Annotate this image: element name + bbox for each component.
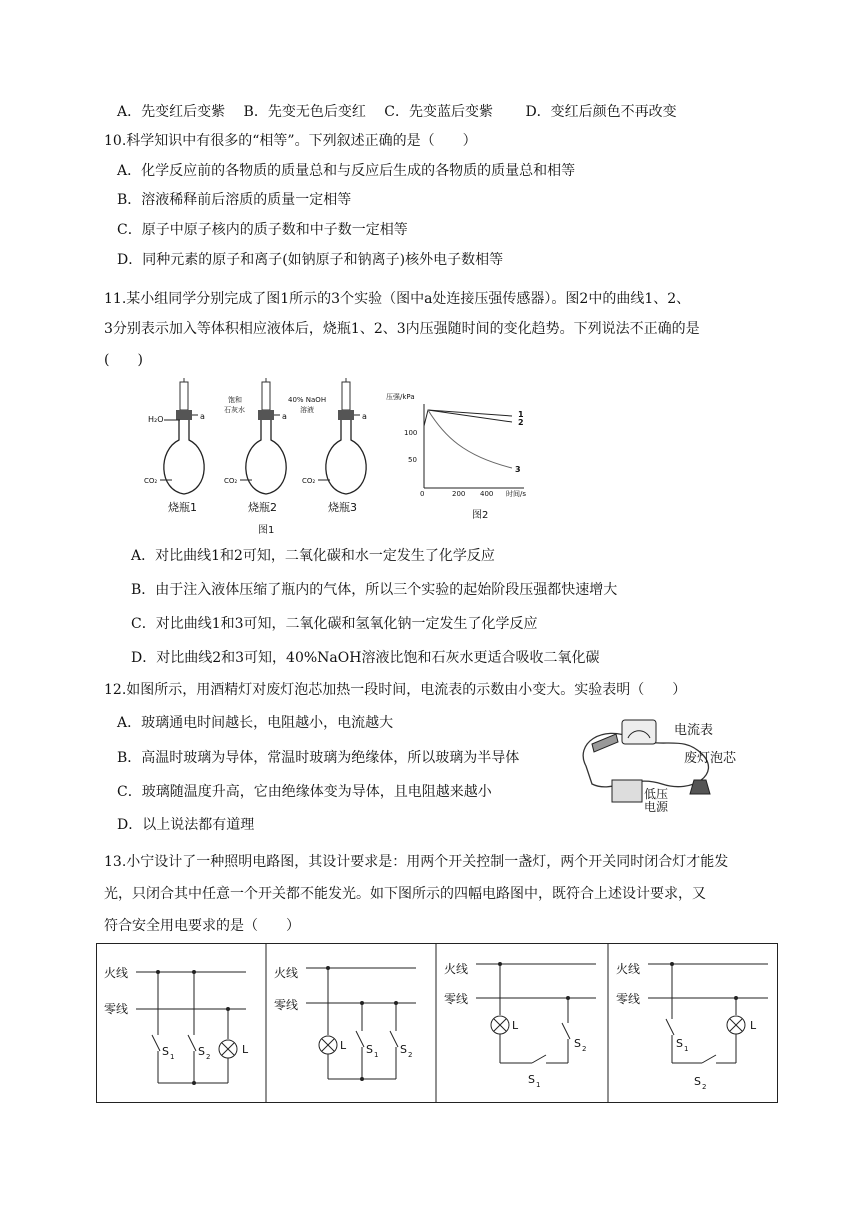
label-power-2: 电源: [644, 800, 669, 812]
q11-option-d: D．对比曲线2和3可知，40%NaOH溶液比饱和石灰水更适合吸收二氧化碳: [131, 650, 600, 666]
circuit-a-live: 火线: [104, 966, 129, 980]
circuit-b-s2: S: [400, 1043, 407, 1056]
flask-name-2: 烧瓶2: [248, 501, 277, 514]
circuit-d-s2-sub: 2: [702, 1083, 707, 1091]
circuit-b-s1-sub: 1: [374, 1051, 379, 1059]
q13-stem-line3: 符合安全用电要求的是（ ）: [104, 918, 300, 934]
circuit-diagrams: [96, 943, 778, 1103]
q12-option-b: B．高温时玻璃为导体，常温时玻璃为绝缘体，所以玻璃为半导体: [117, 750, 520, 766]
q11-stem-line3: ( ): [104, 352, 143, 368]
q10-option-b: B．溶液稀释前后溶质的质量一定相等: [117, 192, 352, 208]
circuit-b: [274, 965, 416, 1081]
q12-option-a: A．玻璃通电时间越长，电阻越小，电流越大: [117, 715, 394, 731]
curve-3: [428, 410, 512, 468]
circuit-d-l: L: [750, 1019, 757, 1032]
chart-xlabel: 时间/s: [506, 490, 527, 498]
circuit-c-l: L: [512, 1019, 519, 1032]
circuit-a-s2-sub: 2: [206, 1053, 211, 1061]
curve-label-2: 2: [518, 418, 524, 427]
q13-stem-line2: 光，只闭合其中任意一个开关都不能发光。如下图所示的四幅电路图中，既符合上述设计要求，又: [104, 886, 706, 902]
ammeter-icon: [622, 720, 656, 744]
xtick-400: 400: [480, 490, 494, 498]
figure1-flasks: [140, 378, 380, 540]
circuit-b-s1: S: [366, 1043, 373, 1056]
circuit-c: [444, 961, 596, 1089]
bulb-icon: [690, 780, 710, 794]
circuit-d-s1-sub: 1: [684, 1045, 689, 1053]
q11-option-a: A．对比曲线1和2可知，二氧化碳和水一定发生了化学反应: [131, 548, 495, 564]
xtick-0: 0: [420, 490, 425, 498]
gas-label-1: CO₂: [144, 477, 158, 485]
circuit-c-s2: S: [574, 1037, 581, 1050]
q13-stem-line1: 13.小宁设计了一种照明电路图，其设计要求是：用两个开关控制一盏灯，两个开关同时闭合灯才能发: [104, 854, 729, 870]
label-power-1: 低压: [644, 787, 669, 801]
circuit-a-s1-sub: 1: [170, 1053, 175, 1061]
liquid-label-limewater: 石灰水: [224, 406, 245, 414]
xtick-200: 200: [452, 490, 466, 498]
circuit-d-s1: S: [676, 1037, 683, 1050]
circuit-a-l: L: [242, 1043, 249, 1056]
q11-option-b: B．由于注入液体压缩了瓶内的气体，所以三个实验的起始阶段压强都快速增大: [131, 582, 618, 598]
q12-stem: 12.如图所示，用酒精灯对废灯泡芯加热一段时间，电流表的示数由小变大。实验表明（ ）: [104, 682, 687, 698]
q12-option-c: C．玻璃随温度升高，它由绝缘体变为导体，且电阻越来越小: [117, 784, 492, 800]
label-bulb: 废灯泡芯: [684, 751, 737, 766]
circuit-b-l: L: [340, 1039, 347, 1052]
port-a-2: a: [282, 412, 287, 421]
curve-2: [428, 410, 512, 422]
circuit-a-s1: S: [162, 1045, 169, 1058]
q9-options: A．先变红后变紫 B．先变无色后变红 C．先变蓝后变紫 D．变红后颜色不再改变: [117, 104, 677, 120]
liquid-label-h2o: H₂O: [148, 415, 164, 424]
q11-stem-line2: 3分别表示加入等体积相应液体后，烧瓶1、2、3内压强随时间的变化趋势。下列说法不正确的是: [104, 321, 700, 337]
q11-option-c: C．对比曲线1和3可知，二氧化碳和氢氧化钠一定发生了化学反应: [131, 616, 538, 632]
liquid-label-naoh: 40% NaOH: [288, 396, 327, 404]
ytick-50: 50: [408, 456, 417, 464]
circuit-c-s1: S: [528, 1073, 535, 1086]
q10-stem: 10.科学知识中有很多的“相等”。下列叙述正确的是（ ）: [104, 133, 477, 149]
circuit-d-neutral: 零线: [616, 992, 641, 1006]
flask-1: [160, 378, 204, 494]
chart-ylabel: 压强/kPa: [386, 393, 415, 401]
gas-label-3: CO₂: [302, 477, 316, 485]
liquid-label-sat: 饱和: [228, 396, 242, 404]
flask-name-1: 烧瓶1: [168, 501, 197, 514]
figure2-caption: 图2: [472, 510, 489, 521]
circuit-d: [616, 961, 768, 1091]
q12-option-d: D．以上说法都有道理: [117, 817, 255, 833]
label-ammeter: 电流表: [674, 723, 714, 738]
q10-option-a: A．化学反应前的各物质的质量总和与反应后生成的各物质的质量总和相等: [117, 163, 576, 179]
circuit-c-live: 火线: [444, 962, 469, 976]
circuit-d-s2: S: [694, 1075, 701, 1088]
port-a-1: a: [200, 412, 205, 421]
flask-2: [240, 378, 286, 494]
q10-option-c: C．原子中原子核内的质子数和中子数一定相等: [117, 222, 408, 238]
q10-option-d: D．同种元素的原子和离子(如钠原子和钠离子)核外电子数相等: [117, 252, 504, 268]
circuit-a: [104, 965, 249, 1085]
q11-stem-line1: 11.某小组同学分别完成了图1所示的3个实验（图中a处连接压强传感器）。图2中的曲线1、2、: [104, 291, 691, 307]
ytick-100: 100: [404, 429, 418, 437]
circuit-a-neutral: 零线: [104, 1002, 129, 1016]
circuit-b-s2-sub: 2: [408, 1051, 413, 1059]
circuit-c-s2-sub: 2: [582, 1045, 587, 1053]
gas-label-2: CO₂: [224, 477, 238, 485]
flask-name-3: 烧瓶3: [328, 501, 357, 514]
circuit-d-live: 火线: [616, 962, 641, 976]
q12-circuit-figure: [572, 714, 782, 812]
circuit-b-neutral: 零线: [274, 998, 299, 1012]
figure1-caption: 图1: [258, 525, 275, 536]
power-supply-icon: [612, 780, 642, 802]
figure2-chart: [384, 386, 534, 526]
port-a-3: a: [362, 412, 367, 421]
circuit-b-live: 火线: [274, 966, 299, 980]
circuit-c-s1-sub: 1: [536, 1081, 541, 1089]
curve-label-3: 3: [515, 465, 521, 474]
curve-label-1: 1: [518, 410, 524, 419]
liquid-label-solution: 溶液: [300, 406, 314, 414]
circuit-a-s2: S: [198, 1045, 205, 1058]
circuit-c-neutral: 零线: [444, 992, 469, 1006]
